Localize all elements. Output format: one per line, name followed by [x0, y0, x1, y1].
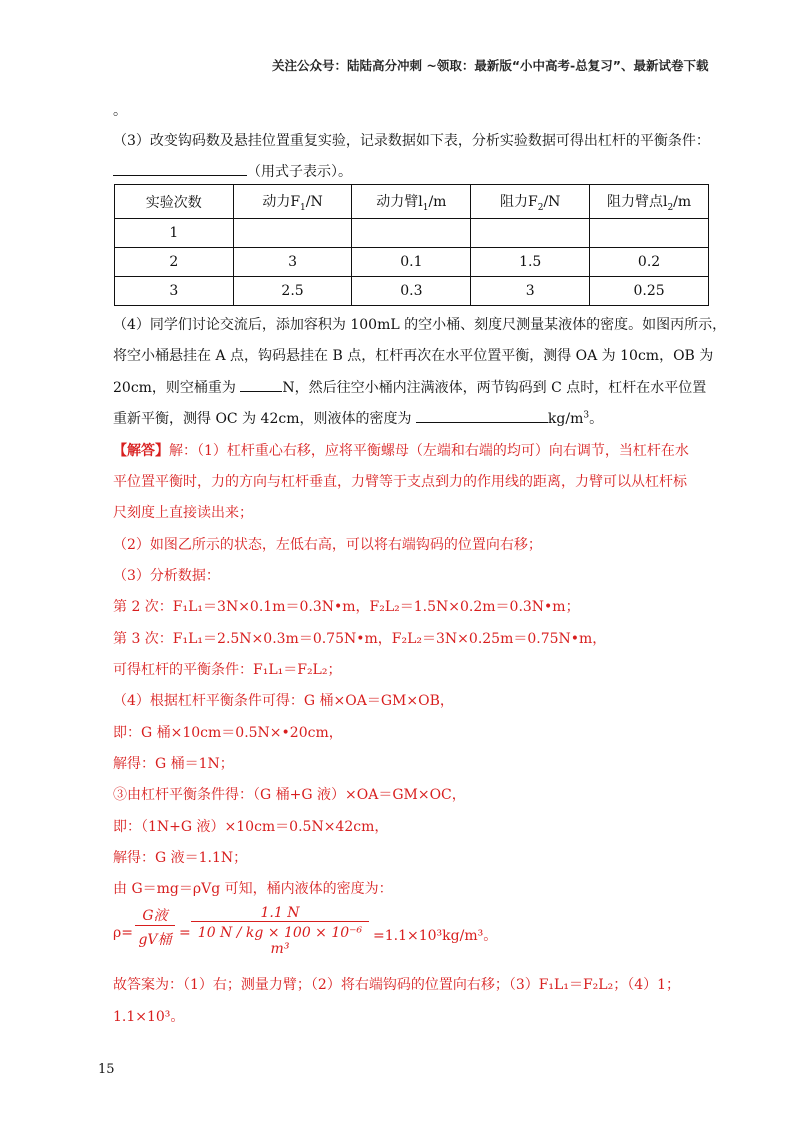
table-cell: 2: [115, 248, 234, 277]
fraction-1-numerator: G液: [142, 908, 168, 924]
fraction-2-numerator: 1.1 N: [260, 905, 300, 921]
experiment-data-table: [114, 184, 709, 306]
table-cell: [352, 219, 471, 248]
question-4-line-3: 20cm，则空桶重为 N，然后往空小桶内注满液体，两节钩码到 C 点时，杠杆在水平位置: [113, 377, 706, 397]
top-mark: 。: [113, 103, 127, 119]
formula-rho: ρ=: [113, 925, 133, 941]
page-number: 15: [98, 1062, 115, 1077]
answer-line-12: ③由杠杆平衡条件得：（G 桶+G 液）×OA＝GM×OC，: [113, 787, 466, 803]
fraction-1: [135, 905, 175, 949]
table-cell: 3: [115, 277, 234, 306]
formula-equals: =: [179, 925, 191, 941]
question-3-suffix: （用式子表示）。: [247, 164, 352, 180]
answer-line-13: 即：（1N+G 液）×10cm＝0.5N×42cm，: [113, 819, 389, 835]
answer-tag: 【解答】: [113, 443, 169, 459]
answer-line-3: 尺刻度上直接读出来；: [113, 505, 253, 521]
answer-line-9: （4）根据杠杆平衡条件可得：G 桶×OA＝GM×OB，: [113, 693, 454, 709]
fraction-2-denominator: 10 N / kg × 100 × 10⁻⁶ m³: [191, 921, 369, 957]
table-cell: 1.5: [471, 248, 590, 277]
answer-line-4: （2）如图乙所示的状态，左低右高，可以将右端钩码的位置向右移；: [113, 537, 542, 553]
table-header-cell: 动力$F_1/N$: [233, 185, 352, 219]
table-cell: 3: [233, 248, 352, 277]
table-cell: [233, 219, 352, 248]
question-4-line-1: （4）同学们讨论交流后，添加容积为 100mL 的空小桶、刻度尺测量某液体的密度。如图丙所示，: [113, 317, 727, 333]
question-4-line-4: 重新平衡，测得 OC 为 42cm，则液体的密度为 $kg/m^3$。: [113, 408, 603, 428]
answer-line-11: 解得：G 桶＝1N；: [113, 756, 234, 772]
table-cell: 0.3: [352, 277, 471, 306]
table-header-cell: 阻力$F_2/N$: [471, 185, 590, 219]
table-cell: [471, 219, 590, 248]
final-answer-line-1: 故答案为：（1）右；测量力臂；（2）将右端钩码的位置向右移；（3）F₁L₁＝F₂L₂；（4）1；: [113, 977, 681, 993]
answer-line-5: （3）分析数据：: [113, 568, 220, 584]
table-header-cell: 动力臂$l_1/m$: [352, 185, 471, 219]
answer-blank-q3[interactable]: [113, 161, 247, 176]
table-cell: 0.2: [590, 248, 709, 277]
table-header-cell: 实验次数: [115, 185, 234, 219]
table-cell: 2.5: [233, 277, 352, 306]
table-row: [115, 248, 709, 277]
table-row: [115, 219, 709, 248]
final-answer-line-2: 1.1×10³。: [113, 1009, 185, 1025]
answer-blank-density[interactable]: [416, 408, 548, 423]
density-formula: [113, 905, 673, 955]
answer-line-14: 解得：G 液＝1.1N；: [113, 850, 248, 866]
table-cell: 3: [471, 277, 590, 306]
answer-line-8: 可得杠杆的平衡条件：F₁L₁＝F₂L₂；: [113, 662, 342, 678]
answer-line-1: 【解答】解：（1）杠杆重心右移，应将平衡螺母（左端和右端的均可）向右调节，当杠杆在水: [113, 443, 689, 459]
answer-line-2: 平位置平衡时，力的方向与杠杆垂直，力臂等于支点到力的作用线的距离，力臂可以从杠杆标: [113, 474, 687, 490]
answer-line-15: 由 G＝mg＝ρVg 可知，桶内液体的密度为：: [113, 881, 393, 897]
answer-line-10: 即：G 桶×10cm＝0.5N×•20cm，: [113, 725, 343, 741]
question-4-line-2: 将空小桶悬挂在 A 点，钩码悬挂在 B 点，杠杆再次在水平位置平衡，测得 OA 为 10cm，OB 为: [113, 348, 714, 364]
table-row: [115, 277, 709, 306]
answer-line-7: 第 3 次：F₁L₁＝2.5N×0.3m＝0.75N•m，F₂L₂＝3N×0.25m＝0.75N•m，: [113, 631, 607, 647]
fraction-1-denominator: gV桶: [135, 925, 175, 949]
question-3-text: （3）改变钩码数及悬挂位置重复实验，记录数据如下表，分析实验数据可得出杠杆的平衡条件：: [113, 133, 710, 149]
fraction-2: [191, 905, 369, 957]
page-header: 关注公众号：陆陆高分冲刺 ~领取：最新版“小中高考-总复习”、最新试卷下载: [272, 58, 709, 73]
table-cell: 0.25: [590, 277, 709, 306]
answer-line-6: 第 2 次：F₁L₁＝3N×0.1m＝0.3N•m，F₂L₂＝1.5N×0.2m＝0.3N•m；: [113, 599, 580, 615]
table-cell: [590, 219, 709, 248]
table-cell: 1: [115, 219, 234, 248]
table-cell: 0.1: [352, 248, 471, 277]
table-header-row: [115, 185, 709, 219]
formula-result: =1.1×10³kg/m³。: [373, 928, 498, 944]
answer-blank-weight[interactable]: [240, 377, 282, 392]
table-header-cell: 阻力臂点$l_2/m$: [590, 185, 709, 219]
question-3-answer-line: [113, 161, 352, 181]
